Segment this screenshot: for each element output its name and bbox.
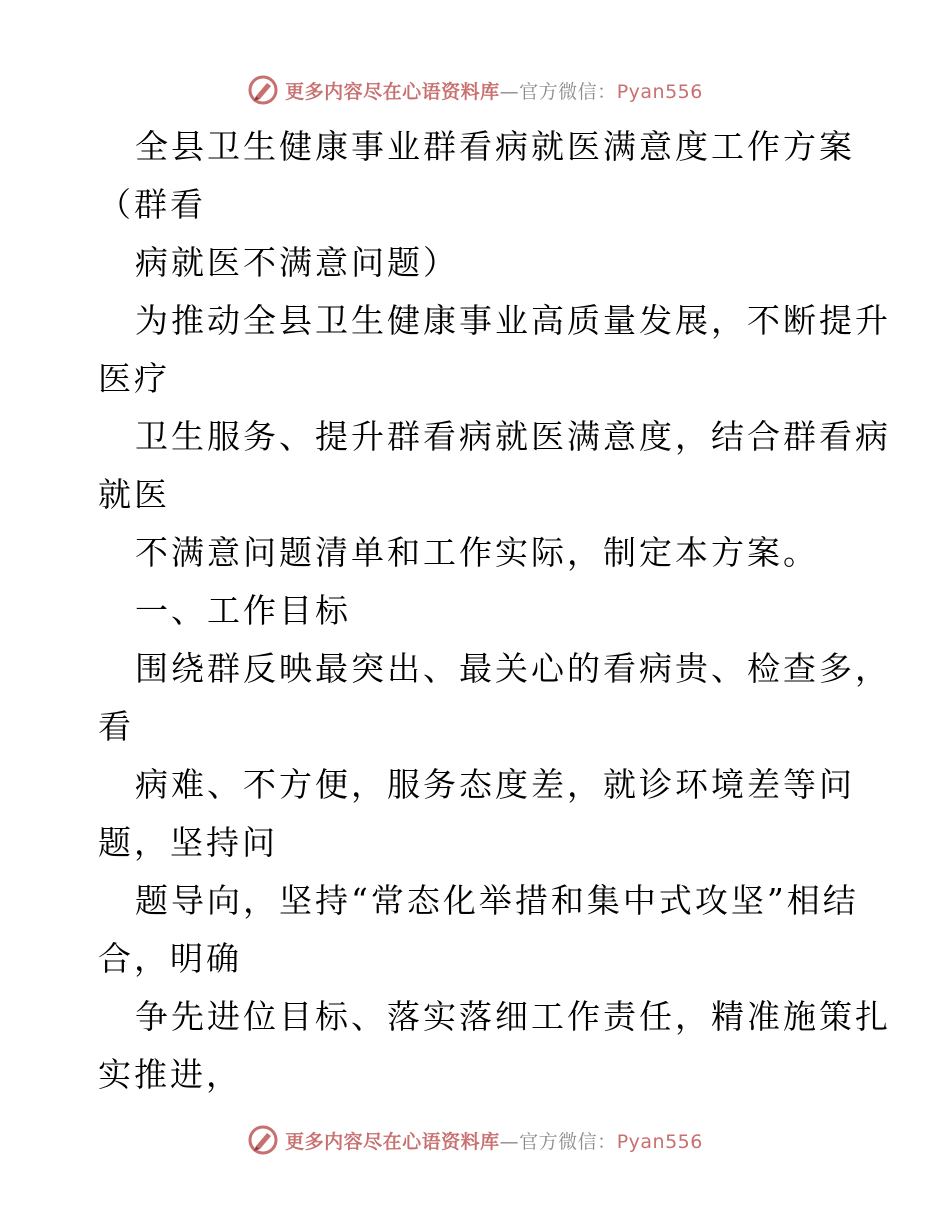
watermark-wechat-id: Pyan556 — [616, 80, 703, 103]
header-watermark — [0, 70, 950, 110]
document-body — [98, 118, 891, 1104]
watermark-wechat-label: 官方微信： — [519, 1130, 617, 1153]
text-line: 看 — [98, 707, 134, 746]
text-line: 卫生服务、提升群看病就医满意度，结合群看病 — [135, 417, 891, 456]
footer-watermark — [0, 1120, 950, 1160]
text-line: 争先进位目标、落实落细工作责任，精准施策扎 — [135, 997, 891, 1036]
text-line: 题导向，坚持“常态化举措和集中式攻坚”相结 — [135, 881, 859, 920]
text-line: 病难、不方便，服务态度差，就诊环境差等问 — [135, 765, 855, 804]
text-line: 实推进， — [98, 1055, 242, 1094]
text-line: 围绕群反映最突出、最关心的看病贵、检查多， — [135, 649, 891, 688]
watermark-wechat-label: 官方微信： — [519, 80, 617, 103]
watermark-dash: — — [499, 80, 520, 103]
text-line: 合，明确 — [98, 939, 242, 978]
text-line: 为推动全县卫生健康事业高质量发展，不断提升 — [135, 301, 891, 340]
text-line: 一、工作目标 — [135, 591, 351, 630]
pen-logo-icon — [247, 74, 279, 106]
text-line: 就医 — [98, 475, 170, 514]
watermark-dash: — — [499, 1130, 520, 1153]
text-line: （群看 — [98, 185, 206, 224]
watermark-wechat-id: Pyan556 — [616, 1130, 703, 1153]
text-line: 病就医不满意问题） — [135, 243, 459, 282]
pen-logo-icon — [247, 1124, 279, 1156]
watermark-text — [285, 77, 703, 104]
text-line: 医疗 — [98, 359, 170, 398]
watermark-brand: 更多内容尽在心语资料库 — [285, 80, 500, 103]
watermark-brand: 更多内容尽在心语资料库 — [285, 1130, 500, 1153]
watermark-text — [285, 1127, 703, 1154]
text-line: 题，坚持问 — [98, 823, 278, 862]
text-line: 全县卫生健康事业群看病就医满意度工作方案 — [135, 127, 855, 166]
text-line: 不满意问题清单和工作实际，制定本方案。 — [135, 533, 819, 572]
